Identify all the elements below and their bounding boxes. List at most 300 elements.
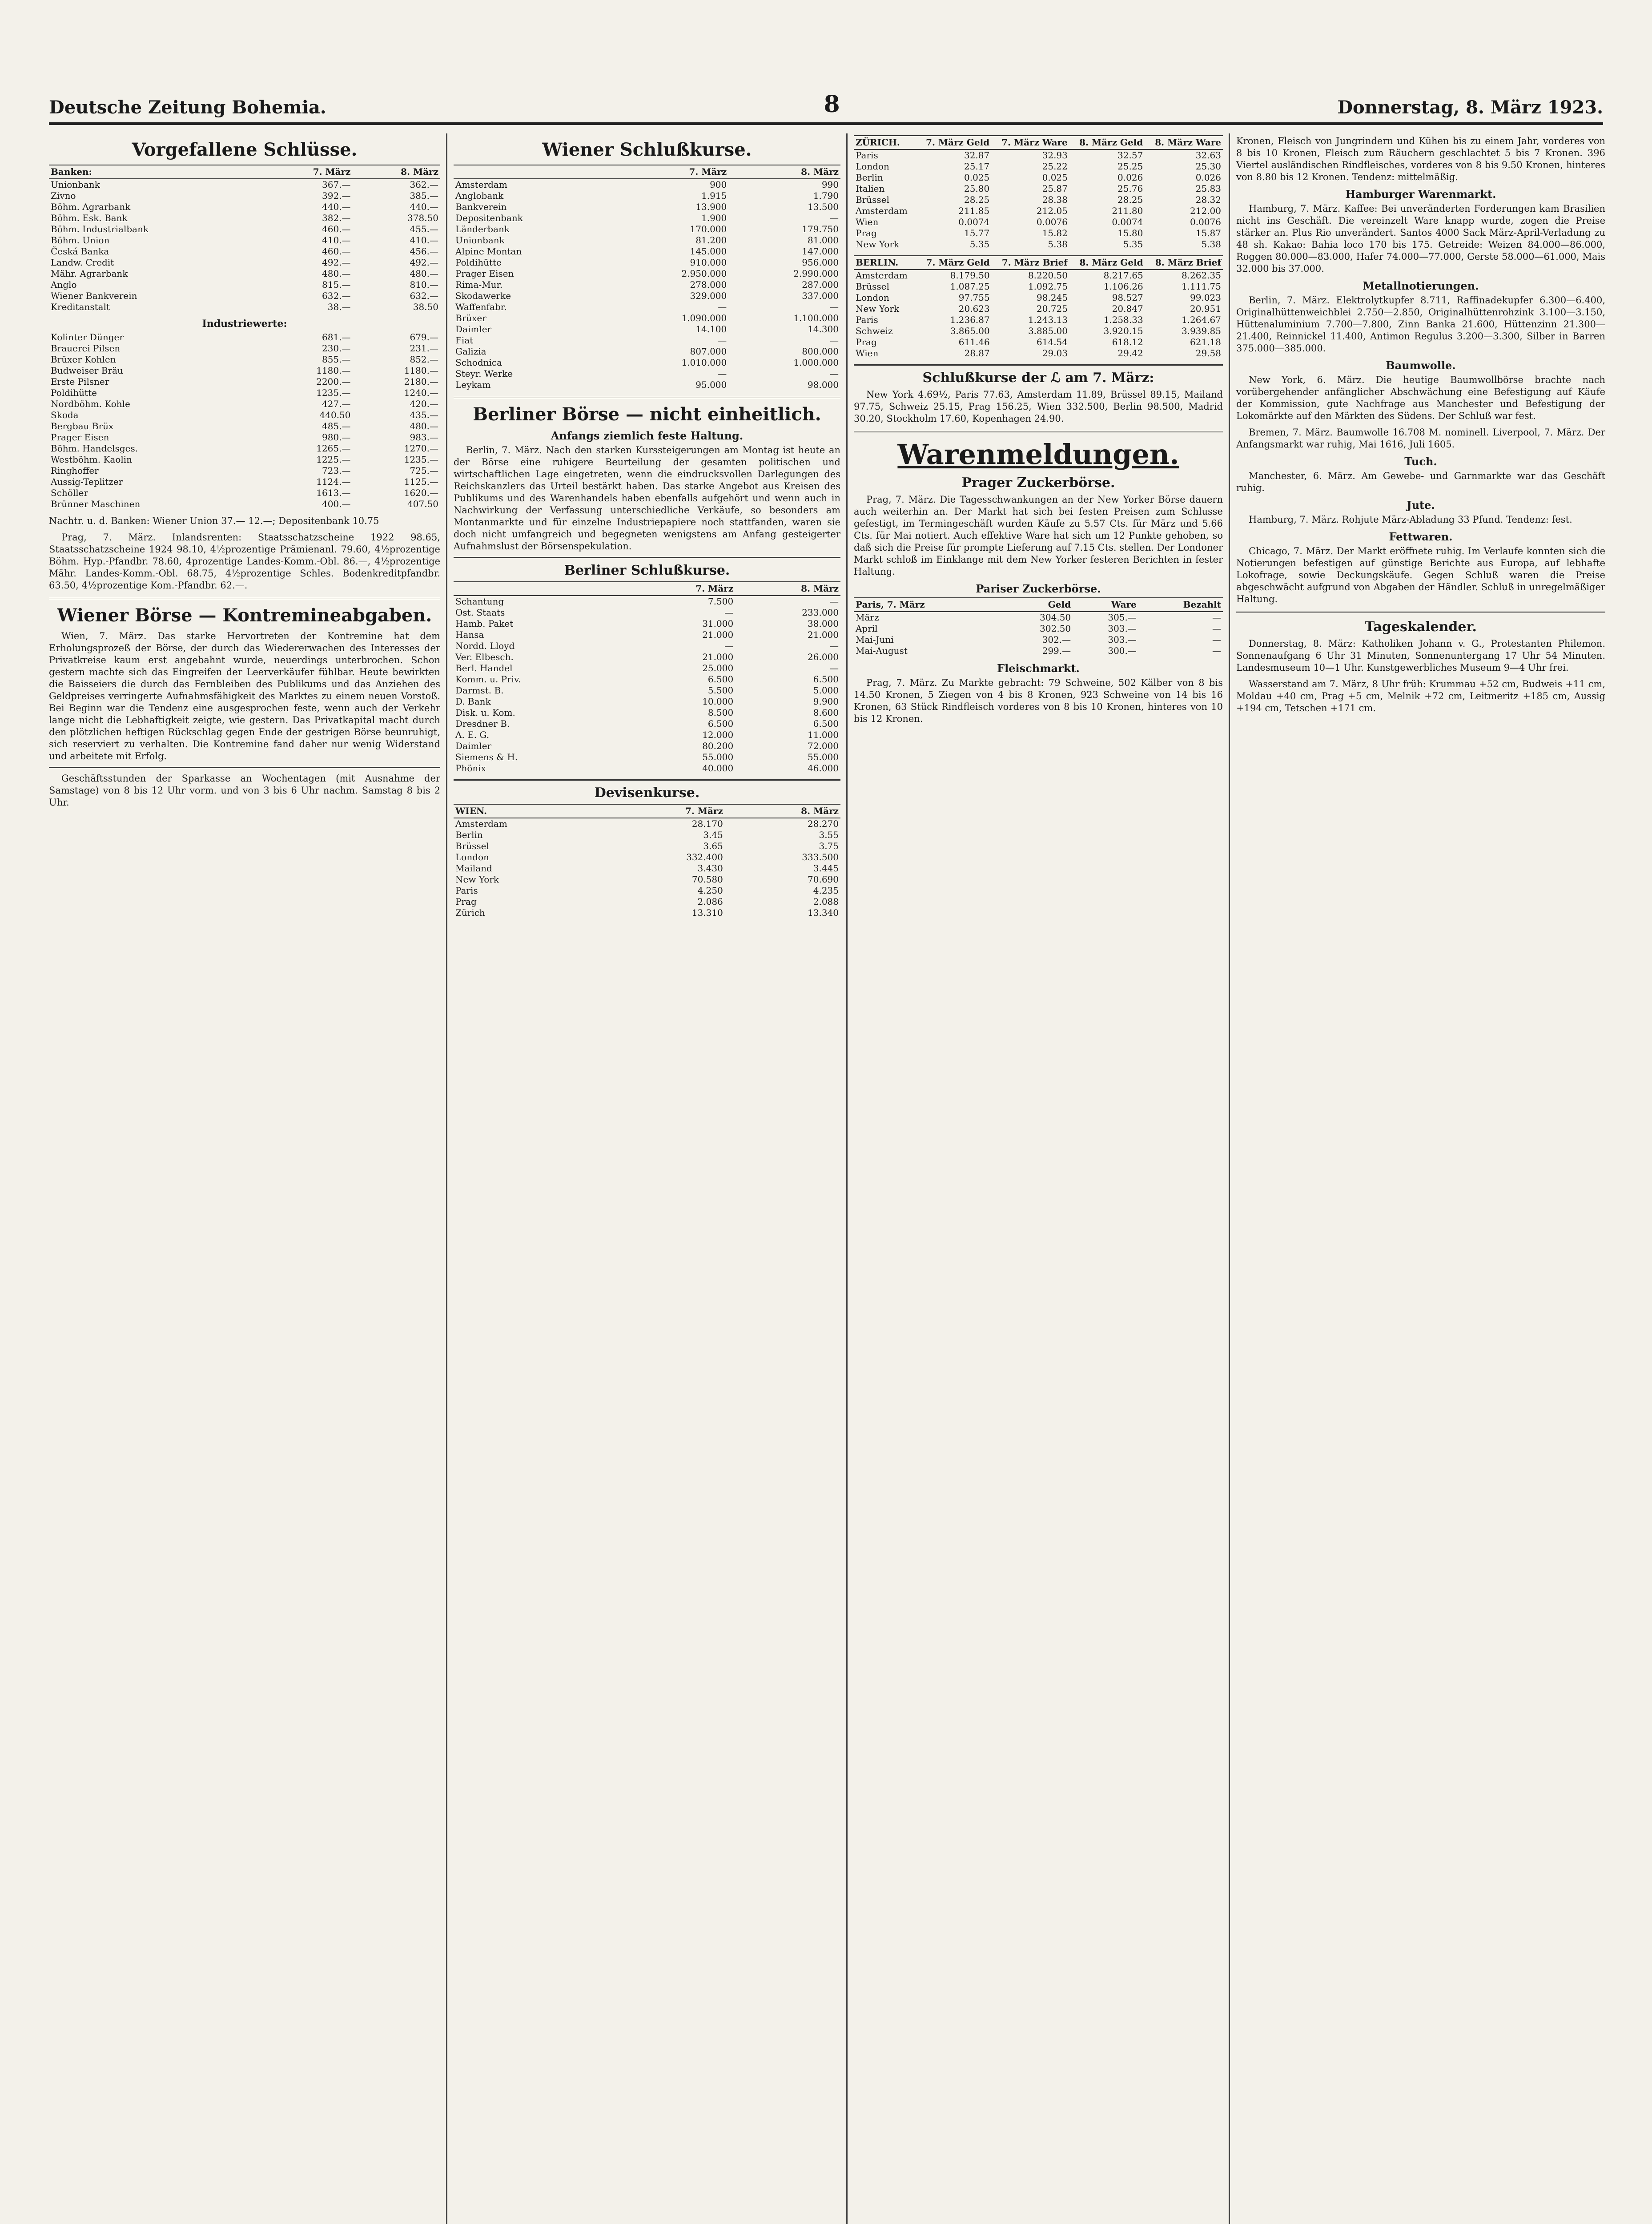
table-cell: Prag — [856, 337, 877, 347]
table-header-cell: 7. März Ware — [991, 136, 1069, 149]
table-row — [454, 841, 840, 852]
table-cell: Brauerei Pilsen — [51, 343, 121, 354]
table-row — [454, 346, 840, 357]
article-title: Wiener Börse — Kontremineabgaben. — [57, 605, 432, 626]
table-cell: 8.217.65 — [1103, 270, 1143, 281]
table-header-cell: BERLIN. — [854, 256, 916, 270]
table-cell: 70.580 — [691, 874, 723, 885]
table-cell: Mailand — [455, 863, 492, 874]
table-row — [49, 443, 440, 454]
table-header-cell: Banken: — [49, 165, 265, 179]
table-cell: 1180.— — [316, 365, 351, 376]
table-cell: 5.38 — [1201, 239, 1221, 250]
table-row — [49, 290, 440, 302]
table-row — [854, 149, 1223, 161]
table-cell: 81.000 — [808, 235, 839, 246]
table-cell: 233.000 — [802, 607, 839, 618]
table-row — [454, 663, 840, 674]
table-cell: 485.— — [322, 421, 351, 431]
table-row — [854, 645, 1223, 657]
table-row — [49, 257, 440, 268]
table-cell: 14.100 — [695, 324, 727, 334]
article-text: Hamburg, 7. März. Kaffee: Bei unveränderten Forderungen kam Brasilien nicht ins Geschäft. Die vereinzelt Ware knapp wurde, zogen die Preise stärker an. Plus Rio unverändert. Santos 4000 Sack März-April-Verladung zu 48 sh. Kakao: Bahia loco 170 bis 175. Getreide: Weizen 84.000—86.000, Roggen 80.000—83.000, Hafer 74.000—77.000, Gerste 58.000—61.000, Mais 32.000 bis 37.000. — [1236, 203, 1605, 274]
table-cell: 480.— — [322, 268, 351, 279]
table-cell: Berlin — [856, 172, 883, 183]
table-row — [49, 387, 440, 399]
page-number: 8 — [824, 91, 840, 118]
table-cell: Amsterdam — [455, 179, 507, 190]
table-row — [854, 183, 1223, 194]
table-row — [454, 707, 840, 718]
table-cell: 0.0074 — [1112, 217, 1143, 227]
table-cell: 460.— — [322, 224, 351, 234]
table-cell: Unionbank — [51, 179, 100, 190]
table-cell: Prager Eisen — [455, 268, 514, 279]
table-row — [49, 488, 440, 499]
table-cell: 392.— — [322, 190, 351, 201]
table-row — [49, 399, 440, 410]
table-cell: 3.939.85 — [1181, 326, 1221, 336]
divider — [454, 397, 840, 398]
table-header-cell: 7. März — [617, 165, 729, 179]
table-cell: 5.500 — [707, 685, 734, 696]
table-cell: 14.300 — [808, 324, 839, 334]
table-cell: 20.623 — [958, 303, 990, 314]
table-row — [454, 618, 840, 629]
table-cell: New York — [455, 874, 499, 885]
table-cell: 20.951 — [1190, 303, 1221, 314]
paris-sugar-table — [854, 597, 1223, 657]
table-row — [49, 224, 440, 235]
table-cell: 11.000 — [808, 729, 839, 740]
table-cell: Italien — [856, 183, 885, 194]
table-cell: Skoda — [51, 410, 79, 420]
table-row — [454, 652, 840, 663]
section-title: Devisenkurse. — [594, 785, 700, 801]
column-rule — [446, 133, 447, 2224]
table-cell: Erste Pilsner — [51, 376, 109, 387]
table-cell: 97.755 — [958, 292, 990, 303]
table-cell: 632.— — [410, 290, 438, 301]
table-cell: D. Bank — [455, 696, 491, 707]
table-cell: 13.310 — [691, 907, 723, 918]
berlin-devisen-table — [854, 255, 1223, 359]
table-cell: Kolinter Dünger — [51, 332, 124, 342]
table-cell: 3.920.15 — [1103, 326, 1143, 336]
table-cell: 7.500 — [707, 596, 734, 607]
table-cell: 38.000 — [808, 618, 839, 629]
table-row — [454, 729, 840, 741]
divider — [49, 767, 440, 768]
table-row — [49, 410, 440, 421]
table-cell: 8.220.50 — [1028, 270, 1068, 281]
table-cell: 20.725 — [1037, 303, 1068, 314]
table-cell: Brünner Maschinen — [51, 499, 141, 509]
table-cell: 5.38 — [1048, 239, 1068, 250]
article-text: Hamburg, 7. März. Rohjute März-Abladung 33 Pfund. Tendenz: fest. — [1249, 514, 1572, 525]
table-cell: 2200.— — [316, 376, 351, 387]
table-cell: 480.— — [410, 421, 438, 431]
table-cell: 13.500 — [808, 201, 839, 212]
table-cell: Kreditanstalt — [51, 302, 110, 312]
table-cell: Brüxer — [455, 313, 486, 323]
table-cell: März — [856, 612, 879, 623]
table-header-cell: 8. März — [725, 804, 840, 818]
table-cell: 1.100.000 — [793, 313, 839, 323]
table-cell: Poldihütte — [51, 387, 97, 398]
table-cell: 3.65 — [703, 841, 723, 851]
table-cell: 618.12 — [1112, 337, 1143, 347]
table-cell: 385.— — [410, 190, 438, 201]
table-cell: Berl. Handel — [455, 663, 513, 673]
table-row — [854, 326, 1223, 337]
notice-text: Geschäftsstunden der Sparkasse an Wochentagen (mit Ausnahme der Samstage) von 8 bis 12 Uhr vorm. und von 3 bis 6 Uhr nachm. Samstag 8 bis 2 Uhr. — [49, 773, 440, 808]
table-cell: 12.000 — [702, 729, 734, 740]
table-row — [454, 818, 840, 830]
table-cell: — — [1212, 645, 1221, 656]
table-cell: 410.— — [322, 235, 351, 246]
table-cell: Brüxer Kohlen — [51, 354, 116, 365]
industry-header: Industriewerte: — [202, 318, 287, 330]
table-cell: — — [718, 368, 727, 379]
table-cell: 6.500 — [707, 718, 734, 729]
table-cell: Waffenfabr. — [455, 302, 507, 312]
table-cell: 28.25 — [964, 194, 990, 205]
divider — [454, 779, 840, 781]
table-cell: 410.— — [410, 235, 438, 246]
table-row — [854, 281, 1223, 292]
table-header-cell: 8. März — [353, 165, 440, 179]
table-row — [454, 379, 840, 391]
table-cell: Böhm. Handelsges. — [51, 443, 138, 454]
table-cell: Anglobank — [455, 190, 504, 201]
table-cell: 480.— — [410, 268, 438, 279]
table-cell: — — [830, 368, 839, 379]
table-cell: — — [718, 335, 727, 346]
table-cell: Ost. Staats — [455, 607, 505, 618]
table-cell: 211.85 — [958, 205, 990, 216]
table-header-cell: Bezahlt — [1138, 598, 1223, 612]
table-cell: 440.— — [322, 201, 351, 212]
table-cell: 211.80 — [1112, 205, 1143, 216]
issue-date: Donnerstag, 8. März 1923. — [1337, 97, 1603, 118]
table-cell: 900 — [710, 179, 727, 190]
table-row — [454, 246, 840, 257]
article-text: Chicago, 7. März. Der Markt eröffnete ruhig. Im Verlaufe konnten sich die Notierungen befestigen auf günstige Berichte aus Europa, auf lebhafte Lokofrage, sowie Deckungskäufe. Gegen Schluß waren die Preise abgeschwächt aufgrund von Abgaben der Händler. Schluß in unregelmäßiger Haltung. — [1236, 546, 1605, 604]
table-row — [454, 357, 840, 368]
table-cell: 4.250 — [697, 885, 723, 896]
table-cell: 0.0076 — [1036, 217, 1068, 227]
table-row — [454, 874, 840, 885]
table-row — [854, 228, 1223, 239]
table-cell: Nordd. Lloyd — [455, 641, 515, 651]
table-cell: 815.— — [322, 279, 351, 290]
table-cell: 990 — [821, 179, 839, 190]
table-cell: 72.000 — [808, 741, 839, 751]
table-cell: A. E. G. — [455, 729, 490, 740]
table-cell: Fiat — [455, 335, 474, 346]
table-cell: 6.500 — [813, 718, 839, 729]
column-2 — [454, 133, 840, 2224]
table-cell: 15.82 — [1042, 228, 1068, 238]
table-row — [49, 476, 440, 488]
table-cell: 1.258.33 — [1103, 314, 1143, 325]
table-row — [49, 179, 440, 190]
table-row — [454, 313, 840, 324]
table-row — [854, 314, 1223, 326]
table-row — [454, 852, 840, 863]
table-cell: 6.500 — [813, 674, 839, 685]
table-cell: Wiener Bankverein — [51, 290, 137, 301]
table-cell: 1124.— — [316, 476, 351, 487]
table-cell: 621.18 — [1190, 337, 1221, 347]
table-header-cell: 7. März Geld — [916, 136, 991, 149]
table-cell: 5.35 — [1123, 239, 1143, 250]
table-cell: 3.445 — [813, 863, 839, 874]
table-cell: 38.50 — [413, 302, 438, 312]
table-cell: Böhm. Union — [51, 235, 110, 246]
table-cell: 32.93 — [1042, 150, 1068, 161]
table-cell: Komm. u. Priv. — [455, 674, 521, 685]
table-header-cell: 8. März — [735, 582, 840, 596]
table-cell: Wien — [856, 217, 879, 227]
table-cell: 1620.— — [404, 488, 438, 498]
banks-table — [49, 165, 440, 313]
table-row — [454, 257, 840, 268]
table-cell: 8.600 — [813, 707, 839, 718]
table-row — [454, 741, 840, 752]
table-cell: 1225.— — [316, 454, 351, 465]
table-row — [454, 290, 840, 302]
table-cell: 13.900 — [695, 201, 727, 212]
table-cell: 179.750 — [802, 224, 839, 234]
table-row — [454, 302, 840, 313]
table-cell: 2.990.000 — [793, 268, 839, 279]
table-cell: 25.000 — [702, 663, 734, 673]
newspaper-name: Deutsche Zeitung Bohemia. — [49, 97, 326, 118]
divider — [454, 557, 840, 558]
table-cell: Schantung — [455, 596, 504, 607]
table-cell: 367.— — [322, 179, 351, 190]
table-cell: 378.50 — [407, 213, 438, 223]
table-cell: Steyr. Werke — [455, 368, 513, 379]
table-cell: 299.— — [1042, 645, 1071, 656]
table-cell: 1.092.75 — [1028, 281, 1068, 292]
table-cell: 278.000 — [690, 279, 727, 290]
table-cell: 1.111.75 — [1181, 281, 1221, 292]
table-cell: Daimler — [455, 324, 492, 334]
section-title-large: Warenmeldungen. — [897, 438, 1179, 471]
article-title: Hamburger Warenmarkt. — [1345, 188, 1496, 201]
table-cell: 3.45 — [703, 830, 723, 840]
table-row — [454, 607, 840, 618]
berlin-table — [454, 581, 840, 774]
table-cell: 46.000 — [808, 763, 839, 774]
section-title: Wiener Schlußkurse. — [542, 139, 752, 160]
table-cell: 810.— — [410, 279, 438, 290]
table-cell: 98.000 — [808, 379, 839, 390]
table-cell: 3.430 — [697, 863, 723, 874]
table-cell: London — [455, 852, 489, 862]
table-row — [454, 696, 840, 707]
divider — [1236, 612, 1605, 613]
table-row — [854, 634, 1223, 645]
section-title: Berliner Schlußkurse. — [564, 563, 730, 578]
table-cell: 1.243.13 — [1028, 314, 1068, 325]
table-cell: 1.010.000 — [681, 357, 727, 368]
article-title: Prager Zuckerbörse. — [961, 475, 1115, 491]
table-row — [49, 201, 440, 213]
table-cell: 28.87 — [964, 348, 990, 359]
table-cell: 1.264.67 — [1181, 314, 1221, 325]
table-cell: Poldihütte — [455, 257, 502, 268]
table-cell: 13.340 — [808, 907, 839, 918]
table-row — [49, 499, 440, 510]
table-cell: Rima-Mur. — [455, 279, 503, 290]
table-row — [854, 239, 1223, 250]
table-cell: 1.790 — [813, 190, 839, 201]
table-header-cell: 7. März Geld — [916, 256, 992, 270]
table-header-cell: 7. März — [609, 804, 725, 818]
table-cell: 15.87 — [1195, 228, 1221, 238]
devisen-table — [454, 804, 840, 919]
table-cell: 3.75 — [819, 841, 839, 851]
article-title: Fettwaren. — [1389, 530, 1453, 543]
table-cell: Böhm. Agrarbank — [51, 201, 131, 212]
table-row — [454, 335, 840, 346]
table-cell: 21.000 — [702, 629, 734, 640]
table-cell: 8.500 — [707, 707, 734, 718]
table-cell: — — [830, 213, 839, 223]
table-row — [454, 596, 840, 607]
table-cell: 440.— — [410, 201, 438, 212]
table-cell: 55.000 — [808, 752, 839, 762]
table-cell: 2.086 — [697, 896, 723, 907]
table-row — [454, 224, 840, 235]
table-cell: Berlin — [455, 830, 483, 840]
table-cell: Hamb. Paket — [455, 618, 514, 629]
table-cell: 1235.— — [404, 454, 438, 465]
article-text: Kronen, Fleisch von Jungrindern und Kühen bis zu einem Jahr, vorderes von 8 bis 10 Kronen, Fleisch zum Räuchern geschlachtet 5 bis 7 Kronen. 396 Viertel ausländischen Rindfleisches, vorderes von 8 bis 9.50 Kronen, hinteres von 8.80 bis 12 Kronen. Tendenz: mittelmäßig. — [1236, 136, 1605, 182]
article-text: Berlin, 7. März. Elektrolytkupfer 8.711, Raffinadekupfer 6.300—6.400, Originalhüttenweichblei 2.750—2.850, Originalhüttenrohzink 3.100—3.150, Hüttenaluminium 7.700—7.800, Zinn Banka 21.600, Hüttenzinn 21.300—21.400, Reinnickel 11.400, Antimon Regulus 3.200—3.300, Silber in Barren 375.000—385.000. — [1236, 295, 1605, 354]
table-cell: 28.270 — [808, 818, 839, 829]
table-row — [454, 752, 840, 763]
table-cell: Schweiz — [856, 326, 893, 336]
table-cell: 1.106.26 — [1103, 281, 1143, 292]
table-header-cell: Geld — [1002, 598, 1073, 612]
table-cell: 1235.— — [316, 387, 351, 398]
table-cell: 98.527 — [1112, 292, 1143, 303]
table-cell: Galizia — [455, 346, 486, 357]
table-row — [454, 629, 840, 641]
table-cell: 1.090.000 — [681, 313, 727, 323]
table-cell: Siemens & H. — [455, 752, 518, 762]
table-cell: 329.000 — [690, 290, 727, 301]
table-cell: 3.885.00 — [1028, 326, 1068, 336]
table-cell: 1180.— — [404, 365, 438, 376]
table-row — [454, 674, 840, 685]
table-cell: Skodawerke — [455, 290, 511, 301]
table-cell: 32.63 — [1195, 150, 1221, 161]
table-cell: 910.000 — [690, 257, 727, 268]
table-cell: Depositenbank — [455, 213, 523, 223]
table-cell: Bankverein — [455, 201, 507, 212]
table-cell: 332.400 — [686, 852, 723, 862]
table-cell: 2180.— — [404, 376, 438, 387]
table-cell: — — [830, 641, 839, 651]
table-cell: Prag — [455, 896, 477, 907]
column-1 — [49, 133, 440, 2224]
table-cell: 1.236.87 — [950, 314, 990, 325]
table-header-cell: 8. März Geld — [1069, 136, 1145, 149]
table-cell: 460.— — [322, 246, 351, 257]
table-cell: 70.690 — [808, 874, 839, 885]
table-cell: 2.950.000 — [681, 268, 727, 279]
table-cell: Disk. u. Kom. — [455, 707, 515, 718]
table-cell: Westböhm. Kaolin — [51, 454, 133, 465]
table-cell: 98.245 — [1037, 292, 1068, 303]
table-cell: Mähr. Agrarbank — [51, 268, 128, 279]
table-cell: Bergbau Brüx — [51, 421, 114, 431]
article-subtitle: Anfangs ziemlich feste Haltung. — [551, 429, 744, 442]
table-cell: 679.— — [410, 332, 438, 342]
table-cell: 80.200 — [702, 741, 734, 751]
article-text: Wien, 7. März. Das starke Hervortreten der Kontremine hat dem Erholungsprozeß der Börse, der durch das Wiedererwachen des Interesses der Privatkreise kaum erst angebahnt wurde, neuerdings unterbrochen. Schon gestern machte sich das Eingreifen der Leerverkäufer fühlbar. Heute bewirkten die Baisseiers die durch das Fernbleiben des Publikums und das Anziehen des Geldpreises verringerte Aufnahmsfähigkeit des Marktes zu einem neuen Vorstoß. Bei Beginn war die Tendenz eine ausgesprochen feste, wenn auch der Verkehr lange nicht die Lebhaftigkeit zeigte, wie gestern. Das Privatkapital macht durch den plötzlichen heftigen Rückschlag gegen Ende der gestrigen Börse beunruhigt, sich reserviert zu verhalten. Die Kontremine fand daher nur wenig Widerstand und arbeitete mit Erfolg. — [49, 631, 440, 761]
table-cell: Česká Banka — [51, 246, 109, 257]
table-header-cell: 7. März Brief — [992, 256, 1069, 270]
table-cell: 20.847 — [1112, 303, 1143, 314]
table-cell: Zivno — [51, 190, 76, 201]
table-cell: 2.088 — [813, 896, 839, 907]
table-cell: — — [1212, 634, 1221, 645]
table-row — [454, 179, 840, 190]
table-cell: Mai-August — [856, 645, 908, 656]
table-cell: Mai-Juni — [856, 634, 894, 645]
table-cell: Amsterdam — [455, 818, 507, 829]
vienna-table — [454, 165, 840, 391]
table-cell: 455.— — [410, 224, 438, 234]
table-cell: — — [724, 641, 734, 651]
table-cell: 303.— — [1108, 634, 1137, 645]
table-cell: Brüssel — [856, 194, 889, 205]
table-cell: 21.000 — [702, 652, 734, 662]
table-cell: 4.235 — [813, 885, 839, 896]
table-cell: — — [1212, 612, 1221, 623]
table-cell: 456.— — [410, 246, 438, 257]
table-cell: 26.000 — [808, 652, 839, 662]
table-cell: — — [830, 663, 839, 673]
table-cell: 723.— — [322, 465, 351, 476]
table-cell: 3.865.00 — [950, 326, 990, 336]
section-title: Vorgefallene Schlüsse. — [132, 139, 358, 160]
table-cell: Unionbank — [455, 235, 505, 246]
table-row — [49, 454, 440, 465]
table-cell: 29.42 — [1117, 348, 1143, 359]
table-row — [49, 465, 440, 476]
table-cell: Aussig-Teplitzer — [51, 476, 123, 487]
table-row — [854, 612, 1223, 623]
table-row — [49, 246, 440, 257]
divider — [49, 598, 440, 599]
article-text: Wasserstand am 7. März, 8 Uhr früh: Krummau +52 cm, Budweis +11 cm, Moldau +40 cm, Prag +5 cm, Melnik +72 cm, Leitmeritz +185 cm, Aussig +194 cm, Tetschen +171 cm. — [1236, 679, 1605, 713]
table-header-cell — [454, 165, 617, 179]
industry-table — [49, 332, 440, 510]
table-cell: 25.22 — [1042, 161, 1068, 172]
table-cell: 407.50 — [407, 499, 438, 509]
article-text: New York, 6. März. Die heutige Baumwollbörse brachte nach vorübergehender anfänglicher Abschwächung eine Befestigung auf Käufe der Kommission, gute Nachfrage aus Manchester und Befestigung der Lokomärkte auf den Märkten des Südens. Der Schluß war fest. — [1236, 375, 1605, 421]
table-row — [49, 268, 440, 279]
table-cell: 55.000 — [702, 752, 734, 762]
